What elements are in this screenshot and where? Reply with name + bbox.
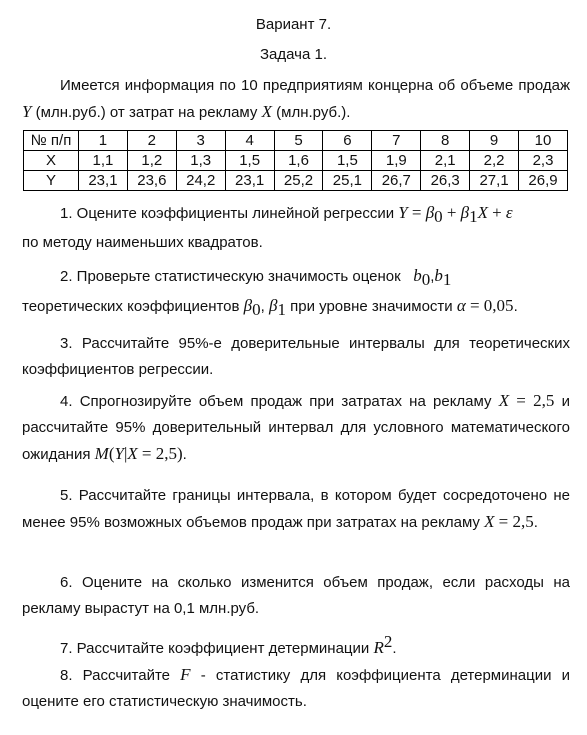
table-cell: 1,6 — [274, 151, 323, 171]
variant-title: Вариант 7. — [255, 16, 332, 33]
table-cell: 27,1 — [470, 171, 519, 191]
table-label-cell: X — [24, 151, 79, 171]
table-cell: 7 — [372, 131, 421, 151]
task-title: Задача 1. — [259, 46, 327, 63]
table-cell: 25,1 — [323, 171, 372, 191]
item-6: 6. Оцените на сколько изменится объем продаж, если расходы на рекламу вырастут на 0,1 млн.руб. — [22, 574, 570, 617]
item-5: 5. Рассчитайте границы интервала, в котором будет сосредоточено не менее 95% возможных объемов продаж при затратах на рекламу X = 2,5. — [22, 487, 570, 531]
table-row — [24, 151, 568, 171]
table-cell: 1,5 — [323, 151, 372, 171]
table-cell: 23,6 — [127, 171, 176, 191]
item-4: 4. Спрогнозируйте объем продаж при затратах на рекламу X = 2,5 и рассчитайте 95% доверительный интервал для условного математического ожидания M(Y|X = 2,5). — [22, 391, 571, 463]
intro-paragraph: Имеется информация по 10 предприятиям концерна об объеме продаж Y (млн.руб.) от затрат на рекламу X (млн.руб.). — [22, 77, 570, 121]
table-label-cell: Y — [24, 171, 79, 191]
table-cell: 5 — [274, 131, 323, 151]
item-2: 2. Проверьте статистическую значимость оценок $b_0,b_1$ теоретических коэффициентов $\beta_0$, $\beta_1$ при уровне значимости α = 0,05. — [22, 266, 518, 319]
table-cell: 2,3 — [519, 151, 568, 171]
table-cell: 10 — [519, 131, 568, 151]
data-table — [23, 130, 568, 191]
table-cell: 1,3 — [176, 151, 225, 171]
table-cell: 4 — [225, 131, 274, 151]
table-cell: 23,1 — [79, 171, 128, 191]
table-cell: 8 — [421, 131, 470, 151]
table-cell: 1,5 — [225, 151, 274, 171]
table-cell: 3 — [176, 131, 225, 151]
table-cell: 1,2 — [127, 151, 176, 171]
table-cell: 26,7 — [372, 171, 421, 191]
table-cell: 1 — [79, 131, 128, 151]
table-label-cell: № п/п — [24, 131, 79, 151]
table-row — [24, 171, 568, 191]
table-cell: 26,9 — [519, 171, 568, 191]
table-cell: 9 — [470, 131, 519, 151]
table-row — [24, 131, 568, 151]
table-cell: 24,2 — [176, 171, 225, 191]
item-1: 1. Оцените коэффициенты линейной регрессии $Y = \beta_0 + \beta_1X + \varepsilon$ по методу наименьших квадратов. — [22, 203, 513, 251]
table-cell: 25,2 — [274, 171, 323, 191]
item-8: 8. Рассчитайте F - статистику для коэффициента детерминации и оцените его статистическую значимость. — [22, 665, 570, 710]
table-cell: 23,1 — [225, 171, 274, 191]
table-cell: 1,9 — [372, 151, 421, 171]
table-cell: 2 — [127, 131, 176, 151]
table-cell: 1,1 — [79, 151, 128, 171]
table-cell: 2,2 — [470, 151, 519, 171]
table-cell: 2,1 — [421, 151, 470, 171]
table-cell: 26,3 — [421, 171, 470, 191]
item-7: 7. Рассчитайте коэффициент детерминации $R^2$. — [60, 632, 397, 657]
table-cell: 6 — [323, 131, 372, 151]
item-3: 3. Рассчитайте 95%-е доверительные интервалы для теоретических коэффициентов регрессии. — [22, 335, 570, 378]
